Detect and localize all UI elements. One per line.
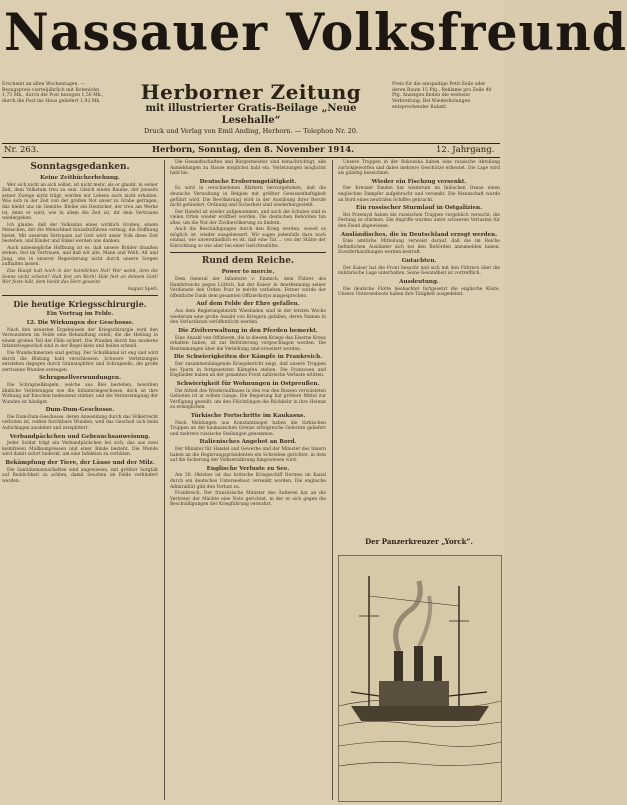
advertising-info-box: Preis für die einspaltige Petit-Zeile oder deren Raum 15 Pfg., Reklame pro Zeile 40 Pfg. Anzeigen finden die weiteste Verbreitung. Bei Wiederholungen entsprechender Rabatt.: [392, 82, 492, 110]
section-rule: [170, 252, 326, 253]
place-date: Herborn, Sonntag, den 8. November 1914.: [152, 145, 355, 155]
dateline: [2, 143, 500, 158]
article-subheading: Ausländisches, die in Deutschland erzogt werden.: [340, 231, 498, 238]
section-rule: [2, 295, 158, 296]
paragraph: Der Kreuzer Emden hat wiederum im Indischen Ozean einen englischen Dampfer aufgebracht und versenkt. Die Mannschaft wurde an Bord eines neutralen Schiffes gebracht.: [338, 186, 500, 203]
paragraph: Dem General der Infanterie v. Emmich, dem Führer des Handstreichs gegen Lüttich, hat der Kaiser in Anerkennung seiner Verdienste den Orden Pour le mérite verliehen. Ferner wurde der öffentliche Dank dem gesamten Offizierkorps ausgesprochen.: [170, 277, 326, 299]
article-subheading: Deutsche Eroberungstätigkeit.: [199, 178, 297, 185]
article-subheading: Schwierigkeit für Wohnungen in Ostpreußen.: [176, 380, 320, 387]
article-subheading: 12. Die Wirkungen der Geschosse.: [26, 319, 134, 326]
paragraph: Der Kaiser hat die Front besucht und sich mit den Führern über die militärische Lage unterhalten. Seine Gesundheit ist vortrefflich.: [338, 265, 500, 277]
article-subheading: Dum-Dum-Geschosse.: [45, 407, 115, 414]
paragraph: Die Gesandtschaften und Bürgermeister sind benachrichtigt, alle Anmeldungen zu Hause möglichst bald ein. Verletzungen möglichst bald bis.: [170, 160, 326, 177]
column-2: [170, 160, 326, 800]
ship-illustration: [338, 555, 502, 802]
newspaper-title: Nassauer Volksfreund: [4, 1, 627, 63]
article-subheading: Türkische Fortschritte im Kaukasus.: [190, 412, 306, 419]
paragraph: Der Minister für Handel und Gewerbe und der Minister des Innern haben an die Regierungspräsidenten ein Schreiben gerichtet, in dem auf die Sicherung der Volksernährung hingewiesen wird.: [170, 446, 326, 464]
paragraph: Frankreich. Der französische Minister des Äußeren hat an die Vertreter der Mächte eine Note gerichtet, in der er sich gegen die Beschuldigungen der Kriegführung verwahrt.: [170, 491, 326, 508]
article-subheading: Die Schwierigkeiten der Kämpfe in Frankreich.: [173, 354, 323, 361]
paragraph: Bei Przemysl haben die russischen Truppen vergeblich versucht, die Festung zu stürmen. Die Angriffe wurden unter schweren Verlusten für den Feind abgewiesen.: [338, 212, 500, 229]
article-heading: Rund dem Reiche.: [201, 256, 295, 267]
paragraph: Eine amtliche Mitteilung verweist darauf, daß die im Reiche befindlichen Ausländer sich bei den Behörden anzumelden haben. Zuwiderhandlungen werden bestraft.: [338, 239, 500, 256]
article-subheading: Italienisches Angebot an Bord.: [199, 439, 297, 446]
column-1: [2, 160, 158, 800]
article-subheading: Ausdeutung.: [399, 278, 439, 285]
paragraph: Ich glaube, daß der Volkssinn eines wirklich Großen, einem Menschen, der die Menschheit hinaufzuführen vermag, die Hoffnung bietet. Mit unserem Vertrauen auf Gott wird unser Volk diese Zeit bestehen, und Kinder und Enkel werden uns danken.: [2, 222, 158, 245]
article-subheading: Ein russischer Sturmlauf in Ostgalizien.: [355, 205, 483, 212]
illustration-caption: Der Panzerkreuzer „Yorck“.: [365, 537, 473, 546]
article-subheading: Wieder ein Fischzug versenkt.: [371, 178, 467, 185]
article-subheading: Die Zivilverwaltung in den Pferden bemerkt.: [178, 327, 318, 334]
poem: Das Haupt halt hoch in der heimlichen Not! Wer weint, dem die Sonne nicht scheint? Halt fest am Werk! Halt fest an deinem Gott! Wer feste hält, dem bleibt das Herz geweint.: [2, 269, 158, 286]
article-subheading: Ein Vortrag im Felde.: [46, 311, 114, 318]
subscription-info-box: Erscheint an allen Wochentagen. — Bezugspreis vierteljährlich mit Botenlohn 1,75 Mk., durch die Post bezogen 1,50 Mk., durch die Post ins Haus geliefert 1,92 Mk.: [2, 82, 104, 105]
paragraph: Unsere Truppen in der Bukowina haben eine russische Abteilung zurückgeworfen und dabei mehrere Geschütze erbeutet. Die Lage wird als günstig bezeichnet.: [338, 160, 500, 177]
article-subheading: Schrapnellverwundungen.: [38, 375, 122, 382]
article-heading: Die heutige Kriegsschirurgie.: [13, 299, 147, 310]
paragraph: Wer sich nicht an sich selbst, ist nicht mehr, als er glaubt, in seiner Zeit, dem Volkstum treu zu sein. Gleich einem Baume, der jenseits seiner Zweige nicht trägt, werden wir Lebens auch nicht erhalten. Was sich in der Zeit von der großen Not unser zu Grabe getragen, das bleibt uns im Gemüte: Bleibe ein Deutscher, der treu am Werke ist, denn er wird, wie in allem die Zeit ist, dir dein Vertrauen wiedergeben.: [2, 182, 158, 222]
paragraph: Nach den neuesten Ergebnissen der Kriegschirurgie wird den Verwundeten im Felde eine Behandlung zuteil, die die Heilung in einem großen Teil der Fälle sichert. Die Wunden durch das moderne Infanteriegeschoß sind in der Regel klein und heilen schnell.: [2, 327, 158, 350]
paragraph: Die Sanitätsmannschaften sind angewiesen, mit größter Sorgfalt auf Reinlichkeit zu achten, damit Seuchen im Felde verhindert werden.: [2, 467, 158, 484]
article-subheading: Power to mercie.: [221, 269, 275, 276]
paragraph: Die Wundschmerzen sind gering. Der Schußkanal ist eng und wird durch die Blutung bald verschlossen. Schwere Verletzungen entstehen dagegen durch Granatsplitter und Schrapnells, die große zerrissene Wunden erzeugen.: [2, 350, 158, 373]
article-subheading: Englische Verluste zu See.: [206, 465, 290, 472]
paragraph: Nach Meldungen aus Konstantinopel haben die türkischen Truppen an der kaukasischen Grenze erfolgreiche Gefechte geliefert und mehrere russische Stellungen genommen.: [170, 420, 326, 437]
article-subheading: Bekämpfung der Tiere, der Läuse und der Milz.: [5, 460, 155, 467]
column-divider: [332, 160, 333, 800]
article-subheading: Keine Zeitbücherbehung.: [40, 175, 120, 181]
paragraph: Die Dum-Dum-Geschosse, deren Anwendung durch das Völkerrecht verboten ist, reißen furchtbare Wunden, weil das Geschoß sich beim Aufschlagen ausdehnt und zersplittert.: [2, 414, 158, 432]
article-subheading: Gutachten.: [401, 257, 437, 264]
article-subheading: Auf dem Felde der Ehre gefallen.: [196, 301, 300, 308]
supplement-line: mit illustrierter Gratis-Beilage „Neue Lesehalle“: [145, 103, 357, 126]
subtitle: Herborner Zeitung: [140, 80, 362, 104]
paragraph: Jeder Soldat trägt ein Verbandpäckchen bei sich, das aus zwei keimfreien Mullkompressen und einer Binde besteht. Die Wunde wird damit sofort bedeckt, um eine Infektion zu verhüten.: [2, 441, 158, 458]
paragraph: Auch unbesiegliche Hoffnung ist es, daß unsere Brüder draußen stehen, fest im Vertrauen, und daß wir alle, Mann und Weib, Alt und Jung, uns in unserer Begeisterung nicht durch unsere Sorgen aufhalten lassen.: [2, 245, 158, 268]
paragraph: Die Schrapnellkugeln, welche aus Blei bestehen, bewirken ähnliche Verletzungen wie die Infanteriegeschosse, doch ist ihre Wirkung auf Knochen bedeutend stärker, und die Verunreinigung der Wunden ist häufiger.: [2, 382, 158, 405]
article-heading: Sonntagsgedanken.: [30, 162, 130, 172]
paragraph: Am 30. Oktober ist das britische Kriegsschiff Hermes im Kanal durch ein deutsches Unterseeboot versenkt worden. Die englische Admiralität gibt den Verlust zu.: [170, 473, 326, 490]
poem-author: August Sperl.: [127, 286, 158, 292]
paragraph: Auch die Beschädigungen durch den Krieg werden, soweit es möglich ist, wieder ausgebessert. Wir sagen jedenfalls dazu noch einmal, wie unverständlich es ist, daß eine Tat ... von der Stätte der Einrichtung so wie aber bei einer Gerichtsstätte.: [170, 227, 326, 249]
paragraph: Der Handel ist wieder aufgenommen, und auch die Schulen sind in vielen Orten wieder eröffnet worden. Die deutschen Behörden tun alles, um die Not der Zivilbevölkerung zu lindern.: [170, 209, 326, 226]
paragraph: Es wird in verschiedenen Blättern hervorgehoben, daß die deutsche Verwaltung in Belgien mit größter Gewissenhaftigkeit geführt wird. Die Bevölkerung wird in der Ausübung ihrer Berufe nicht gehindert, Ordnung und Sicherheit sind wiederhergestellt.: [170, 186, 326, 209]
imprint-line: Druck und Verlag von Emil Anding, Herborn. — Telephon Nr. 20.: [144, 127, 358, 135]
column-divider: [164, 160, 165, 800]
paragraph: Die deutsche Flotte beobachtet fortgesetzt die englische Küste. Unsere Unterseeboote haben ihre Tätigkeit ausgedehnt.: [338, 286, 500, 298]
issue-number: Nr. 263.: [4, 145, 39, 155]
paragraph: Die Arbeit des Wiederaufbaues in den von den Russen verwüsteten Gebieten ist in vollem Gange. Die Regierung hat größere Mittel zur Verfügung gestellt, um den Flüchtlingen die Rückkehr in ihre Heimat zu ermöglichen.: [170, 388, 326, 411]
column-3: [338, 160, 500, 532]
article-subheading: Verbandpäckchen und Gebrauchsanweisung.: [9, 433, 151, 440]
paragraph: Aus dem Regierungsbezirk Wiesbaden sind in der letzten Woche wiederum eine große Anzahl von Kriegern gefallen, deren Namen in den Verlustlisten veröffentlicht werden.: [170, 309, 326, 326]
subtitle-block: [115, 81, 387, 135]
volume-year: 12. Jahrgang.: [436, 145, 495, 155]
paragraph: Eine Anzahl von Offizieren, die in diesem Kriege das Eiserne Kreuz erhalten haben, ist zur Beförderung vorgeschlagen worden. Die Bestimmungen über die Verleihung sind erweitert worden.: [170, 335, 326, 352]
warship-icon: [339, 556, 501, 801]
paragraph: Der zusammenhängende Kriegsbericht zeigt, daß unsere Truppen bei Ypern in fortgesetzten Kämpfen stehen. Die Franzosen und Engländer haben an der gesamten Front zahlreiche Verluste erlitten.: [170, 362, 326, 379]
